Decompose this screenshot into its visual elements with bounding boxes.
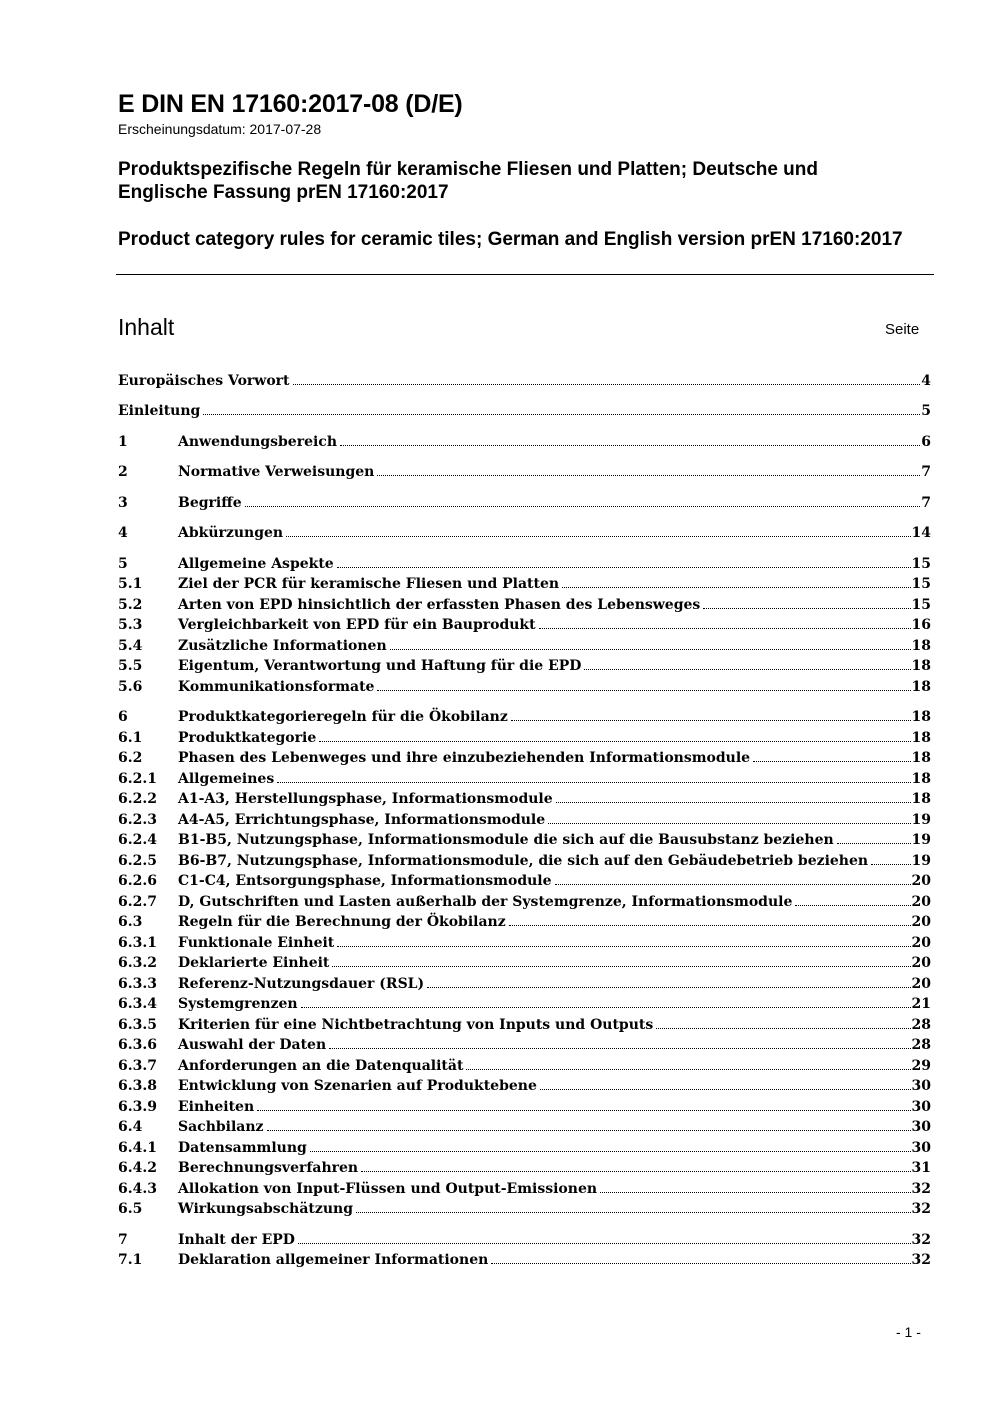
toc-dot-leader xyxy=(871,863,910,865)
toc-entry-line xyxy=(178,769,931,789)
toc-dot-leader xyxy=(337,566,911,568)
toc-entry-line xyxy=(178,677,931,697)
toc-entry[interactable] xyxy=(118,1199,931,1219)
toc-entry-number: 6.4.3 xyxy=(118,1181,157,1197)
toc-entry[interactable] xyxy=(118,636,931,656)
toc-entry[interactable] xyxy=(118,1250,931,1270)
toc-entry-title: Allgemeines xyxy=(178,771,275,787)
toc-entry[interactable] xyxy=(118,871,931,891)
toc-entry-title: Anwendungsbereich xyxy=(178,434,337,450)
toc-entry-line xyxy=(178,1179,931,1199)
toc-entry-line xyxy=(178,656,931,676)
title-german: Produktspezifische Regeln für keramische Fliesen und Platten; Deutsche und Englische Fassung prEN 17160:2017 xyxy=(118,159,818,203)
toc-entry[interactable] xyxy=(118,1015,931,1035)
toc-entry-title: Phasen des Lebenweges und ihre einzubeziehenden Informationsmodule xyxy=(178,750,751,766)
toc-entry-line xyxy=(178,707,931,727)
toc-dot-leader xyxy=(703,607,910,609)
toc-entry-number: 6.2.5 xyxy=(118,853,157,869)
toc-entry[interactable] xyxy=(118,994,931,1014)
toc-heading: Inhalt xyxy=(118,314,175,340)
toc-entry[interactable] xyxy=(118,371,931,391)
toc-entry-line xyxy=(178,523,931,543)
toc-entry[interactable] xyxy=(118,462,931,482)
toc-dot-leader xyxy=(332,965,910,967)
toc-dot-leader xyxy=(377,689,910,691)
toc-dot-leader xyxy=(340,444,920,446)
toc-dot-leader xyxy=(298,1242,911,1244)
toc-entry[interactable] xyxy=(118,677,931,697)
toc-entry-number: 6.3 xyxy=(118,914,143,930)
toc-entry-page: 32 xyxy=(911,1201,931,1217)
toc-entry-title: Zusätzliche Informationen xyxy=(178,638,387,654)
toc-entry-page: 30 xyxy=(911,1099,931,1115)
toc-dot-leader xyxy=(511,719,911,721)
toc-entry-page: 7 xyxy=(921,495,931,511)
toc-entry-page: 14 xyxy=(911,525,931,541)
toc-entry-title: Regeln für die Berechnung der Ökobilanz xyxy=(178,914,506,930)
toc-entry-page: 20 xyxy=(911,914,931,930)
toc-entry[interactable] xyxy=(118,432,931,452)
toc-entry-title: Systemgrenzen xyxy=(178,996,298,1012)
toc-entry-number: 6.3.3 xyxy=(118,976,157,992)
toc-entry-title: Kommunikationsformate xyxy=(178,679,375,695)
toc-dot-leader xyxy=(301,1006,911,1008)
toc-entry-page: 18 xyxy=(911,791,931,807)
toc-entry-title: Entwicklung von Szenarien auf Produktebene xyxy=(178,1078,537,1094)
toc-entry-number: 6.2.4 xyxy=(118,832,157,848)
toc-entry-title: Anforderungen an die Datenqualität xyxy=(178,1058,464,1074)
toc-entry-title: Wirkungsabschätzung xyxy=(178,1201,353,1217)
toc-entry[interactable] xyxy=(118,493,931,513)
toc-entry[interactable] xyxy=(118,810,931,830)
toc-dot-leader xyxy=(795,904,910,906)
toc-entry-number: 2 xyxy=(118,464,128,480)
page-number: - 1 - xyxy=(896,1324,921,1340)
toc-entry[interactable] xyxy=(118,953,931,973)
toc-entry-title: Eigentum, Verantwortung und Haftung für die EPD xyxy=(178,658,582,674)
toc-entry-title: Begriffe xyxy=(178,495,242,511)
toc-entry-number: 3 xyxy=(118,495,128,511)
toc-entry-page: 21 xyxy=(911,996,931,1012)
toc-entry-number: 6.2.3 xyxy=(118,812,157,828)
toc-entry-number: 6.1 xyxy=(118,730,143,746)
toc-entry[interactable] xyxy=(118,574,931,594)
toc-entry-page: 15 xyxy=(911,597,931,613)
toc-dot-leader xyxy=(509,924,911,926)
toc-entry[interactable] xyxy=(118,748,931,768)
toc-entry-title: Deklaration allgemeiner Informationen xyxy=(178,1252,489,1268)
toc-dot-leader xyxy=(600,1191,910,1193)
toc-entry-number: 6.3.1 xyxy=(118,935,157,951)
toc-entry-number: 1 xyxy=(118,434,128,450)
toc-entry[interactable] xyxy=(118,401,931,421)
toc-entry-title: Abkürzungen xyxy=(178,525,284,541)
toc-dot-leader xyxy=(245,505,921,507)
toc-dot-leader xyxy=(329,1047,910,1049)
toc-dot-leader xyxy=(257,1109,910,1111)
toc-entry-number: 6.4 xyxy=(118,1119,143,1135)
toc-entry-number: 6 xyxy=(118,709,128,725)
toc-entry[interactable] xyxy=(118,707,931,727)
toc-dot-leader xyxy=(584,668,910,670)
toc-entry-number: 4 xyxy=(118,525,128,541)
toc-dot-leader xyxy=(539,627,911,629)
toc-entry[interactable] xyxy=(118,554,931,574)
title-english: Product category rules for ceramic tiles; German and English version prEN 17160:2017 xyxy=(118,229,903,250)
toc-entry-number: 6.3.8 xyxy=(118,1078,157,1094)
toc-entry[interactable] xyxy=(118,595,931,615)
toc-entry-title: Europäisches Vorwort xyxy=(118,373,290,389)
toc-dot-leader xyxy=(337,945,910,947)
toc-entry-number: 6.4.2 xyxy=(118,1160,157,1176)
toc-dot-leader xyxy=(390,648,911,650)
toc-dot-leader xyxy=(548,822,910,824)
toc-entry[interactable] xyxy=(118,851,931,871)
toc-entry-page: 20 xyxy=(911,894,931,910)
toc-entry-line xyxy=(178,810,931,830)
toc-dot-leader xyxy=(753,760,910,762)
toc-entry-line xyxy=(178,493,931,513)
toc-entry-title: B1-B5, Nutzungsphase, Informationsmodule die sich auf die Bausubstanz beziehen xyxy=(178,832,834,848)
toc-entry-number: 5 xyxy=(118,556,128,572)
toc-entry-line xyxy=(178,1076,931,1096)
toc-entry[interactable] xyxy=(118,769,931,789)
toc-entry-page: 32 xyxy=(911,1181,931,1197)
toc-entry-page: 18 xyxy=(911,730,931,746)
toc-entry[interactable] xyxy=(118,1117,931,1137)
toc-entry-page: 32 xyxy=(911,1252,931,1268)
toc-entry[interactable] xyxy=(118,830,931,850)
toc-entry-line xyxy=(178,994,931,1014)
toc-entry-number: 5.5 xyxy=(118,658,143,674)
toc-entry-number: 6.2 xyxy=(118,750,143,766)
toc-dot-leader xyxy=(837,842,911,844)
toc-dot-leader xyxy=(356,1211,911,1213)
toc-entry-line xyxy=(178,974,931,994)
toc-entry-line xyxy=(178,462,931,482)
toc-dot-leader xyxy=(427,986,910,988)
toc-entry[interactable] xyxy=(118,615,931,635)
toc-page-label: Seite xyxy=(885,321,920,338)
toc-entry[interactable] xyxy=(118,656,931,676)
toc-entry-number: 6.2.6 xyxy=(118,873,157,889)
toc-entry-line xyxy=(178,574,931,594)
toc-entry-line xyxy=(178,432,931,452)
toc-entry-title: B6-B7, Nutzungsphase, Informationsmodule, die sich auf den Gebäudebetrieb beziehen xyxy=(178,853,869,869)
toc-dot-leader xyxy=(556,801,911,803)
toc-entry-title: Einleitung xyxy=(118,403,201,419)
toc-entry[interactable] xyxy=(118,1158,931,1178)
toc-entry-title: Produktkategorie xyxy=(178,730,317,746)
toc-entry-line xyxy=(178,1015,931,1035)
toc-entry-page: 30 xyxy=(911,1078,931,1094)
toc-entry-title: Kriterien für eine Nichtbetrachtung von Inputs und Outputs xyxy=(178,1017,654,1033)
toc-entry-title: Vergleichbarkeit von EPD für ein Bauprodukt xyxy=(178,617,536,633)
toc-dot-leader xyxy=(361,1170,910,1172)
toc-entry-title: Arten von EPD hinsichtlich der erfassten Phasen des Lebensweges xyxy=(178,597,701,613)
toc-entry-line xyxy=(178,728,931,748)
toc-entry-page: 16 xyxy=(911,617,931,633)
toc-dot-leader xyxy=(267,1129,911,1131)
toc-entry-page: 15 xyxy=(911,576,931,592)
toc-entry-page: 18 xyxy=(911,679,931,695)
toc-entry-title: D, Gutschriften und Lasten außerhalb der Systemgrenze, Informationsmodule xyxy=(178,894,793,910)
toc-entry-title: A1-A3, Herstellungsphase, Informationsmodule xyxy=(178,791,553,807)
toc-entry-line xyxy=(178,912,931,932)
toc-entry-line xyxy=(178,1250,931,1270)
toc-entry-number: 5.6 xyxy=(118,679,143,695)
toc-entry-title: A4-A5, Errichtungsphase, Informationsmodule xyxy=(178,812,546,828)
toc-entry-number: 6.2.1 xyxy=(118,771,157,787)
toc-entry-number: 6.5 xyxy=(118,1201,143,1217)
toc-entry-page: 6 xyxy=(921,434,931,450)
toc-entry-number: 6.3.4 xyxy=(118,996,157,1012)
toc-entry[interactable] xyxy=(118,789,931,809)
toc-entry-line xyxy=(178,1199,931,1219)
toc-entry-line xyxy=(118,401,931,421)
toc-entry[interactable] xyxy=(118,1097,931,1117)
toc-entry-line xyxy=(178,933,931,953)
toc-entry-page: 29 xyxy=(911,1058,931,1074)
toc-entry-page: 18 xyxy=(911,709,931,725)
toc-entry-page: 19 xyxy=(911,832,931,848)
toc-entry-title: Berechnungsverfahren xyxy=(178,1160,359,1176)
toc-entry[interactable] xyxy=(118,523,931,543)
toc-entry-title: Ziel der PCR für keramische Fliesen und Platten xyxy=(178,576,560,592)
document-id: E DIN EN 17160:2017-08 (D/E) xyxy=(118,90,463,118)
toc-entry-number: 5.1 xyxy=(118,576,143,592)
toc-dot-leader xyxy=(293,383,921,385)
toc-entry-line xyxy=(178,953,931,973)
toc-dot-leader xyxy=(656,1027,910,1029)
toc-dot-leader xyxy=(310,1150,911,1152)
toc-entry-title: Allgemeine Aspekte xyxy=(178,556,334,572)
toc-entry-line xyxy=(178,851,931,871)
toc-entry-number: 6.2.2 xyxy=(118,791,157,807)
toc-entry-number: 5.4 xyxy=(118,638,143,654)
toc-entry[interactable] xyxy=(118,728,931,748)
publication-date: Erscheinungsdatum: 2017-07-28 xyxy=(118,121,322,137)
toc-entry-page: 19 xyxy=(911,812,931,828)
toc-entry-page: 30 xyxy=(911,1140,931,1156)
toc-entry-number: 6.3.7 xyxy=(118,1058,157,1074)
toc-dot-leader xyxy=(203,413,920,415)
toc-entry-title: Deklarierte Einheit xyxy=(178,955,330,971)
toc-entry-line xyxy=(178,636,931,656)
toc-entry-line xyxy=(178,789,931,809)
toc-entry[interactable] xyxy=(118,1230,931,1250)
toc-entry-page: 20 xyxy=(911,955,931,971)
toc-entry[interactable] xyxy=(118,1076,931,1096)
toc-entry-page: 32 xyxy=(911,1232,931,1248)
toc-entry-title: Allokation von Input-Flüssen und Output-Emissionen xyxy=(178,1181,598,1197)
toc-entry-line xyxy=(178,1138,931,1158)
toc-entry-number: 6.4.1 xyxy=(118,1140,157,1156)
toc-entry-page: 15 xyxy=(911,556,931,572)
toc-entry-title: Inhalt der EPD xyxy=(178,1232,295,1248)
toc-entry-line xyxy=(178,830,931,850)
toc-entry[interactable] xyxy=(118,1056,931,1076)
toc-entry-number: 6.3.6 xyxy=(118,1037,157,1053)
header-divider xyxy=(116,274,934,275)
toc-entry-line xyxy=(178,892,931,912)
toc-dot-leader xyxy=(277,781,910,783)
toc-dot-leader xyxy=(466,1068,910,1070)
toc-entry-page: 4 xyxy=(921,373,931,389)
toc-dot-leader xyxy=(319,740,910,742)
toc-entry-title: Referenz-Nutzungsdauer (RSL) xyxy=(178,976,425,992)
toc-entry-title: Auswahl der Daten xyxy=(178,1037,327,1053)
toc-entry-title: Normative Verweisungen xyxy=(178,464,375,480)
toc-dot-leader xyxy=(555,883,911,885)
toc-entry-number: 5.2 xyxy=(118,597,143,613)
toc-entry[interactable] xyxy=(118,1035,931,1055)
toc-entry-title: Einheiten xyxy=(178,1099,255,1115)
toc-entry-line xyxy=(118,371,931,391)
toc-entry-number: 6.3.5 xyxy=(118,1017,157,1033)
toc-entry-page: 20 xyxy=(911,976,931,992)
toc-entry-line xyxy=(178,1158,931,1178)
toc-entry-title: Funktionale Einheit xyxy=(178,935,335,951)
toc-dot-leader xyxy=(491,1262,910,1264)
toc-entry[interactable] xyxy=(118,933,931,953)
toc-entry-line xyxy=(178,871,931,891)
toc-entry-number: 7 xyxy=(118,1232,128,1248)
toc-entry-number: 6.3.2 xyxy=(118,955,157,971)
toc-entry-title: Sachbilanz xyxy=(178,1119,264,1135)
toc-entry-line xyxy=(178,1117,931,1137)
toc-entry-page: 20 xyxy=(911,935,931,951)
toc-entry-page: 18 xyxy=(911,658,931,674)
toc-entry-page: 7 xyxy=(921,464,931,480)
toc-dot-leader xyxy=(286,535,910,537)
toc-entry-line xyxy=(178,554,931,574)
toc-entry-page: 5 xyxy=(921,403,931,419)
toc-entry-page: 20 xyxy=(911,873,931,889)
toc-entry-line xyxy=(178,1035,931,1055)
toc-entry-number: 5.3 xyxy=(118,617,143,633)
toc-entry-title: Datensammlung xyxy=(178,1140,307,1156)
toc-entry-line xyxy=(178,1056,931,1076)
toc-entry-page: 18 xyxy=(911,750,931,766)
toc-dot-leader xyxy=(377,474,920,476)
toc-entry-line xyxy=(178,1097,931,1117)
toc-entry-page: 28 xyxy=(911,1037,931,1053)
toc-entry-page: 28 xyxy=(911,1017,931,1033)
toc-entry-title: Produktkategorieregeln für die Ökobilanz xyxy=(178,709,508,725)
toc-entry-page: 30 xyxy=(911,1119,931,1135)
toc-entry-number: 6.3.9 xyxy=(118,1099,157,1115)
toc-dot-leader xyxy=(562,586,910,588)
toc-entry-line xyxy=(178,1230,931,1250)
toc-entry-page: 31 xyxy=(911,1160,931,1176)
toc-entry-number: 7.1 xyxy=(118,1252,143,1268)
toc-entry-line xyxy=(178,595,931,615)
toc-entry[interactable] xyxy=(118,974,931,994)
toc-entry-title: C1-C4, Entsorgungsphase, Informationsmodule xyxy=(178,873,552,889)
toc-dot-leader xyxy=(540,1088,911,1090)
toc-entry-page: 18 xyxy=(911,771,931,787)
toc-entry-page: 18 xyxy=(911,638,931,654)
toc-entry[interactable] xyxy=(118,892,931,912)
toc-entry[interactable] xyxy=(118,1138,931,1158)
toc-entry-number: 6.2.7 xyxy=(118,894,157,910)
toc-entry-page: 19 xyxy=(911,853,931,869)
toc-entry[interactable] xyxy=(118,912,931,932)
toc-entry-line xyxy=(178,615,931,635)
toc-entry-line xyxy=(178,748,931,768)
toc-entry[interactable] xyxy=(118,1179,931,1199)
